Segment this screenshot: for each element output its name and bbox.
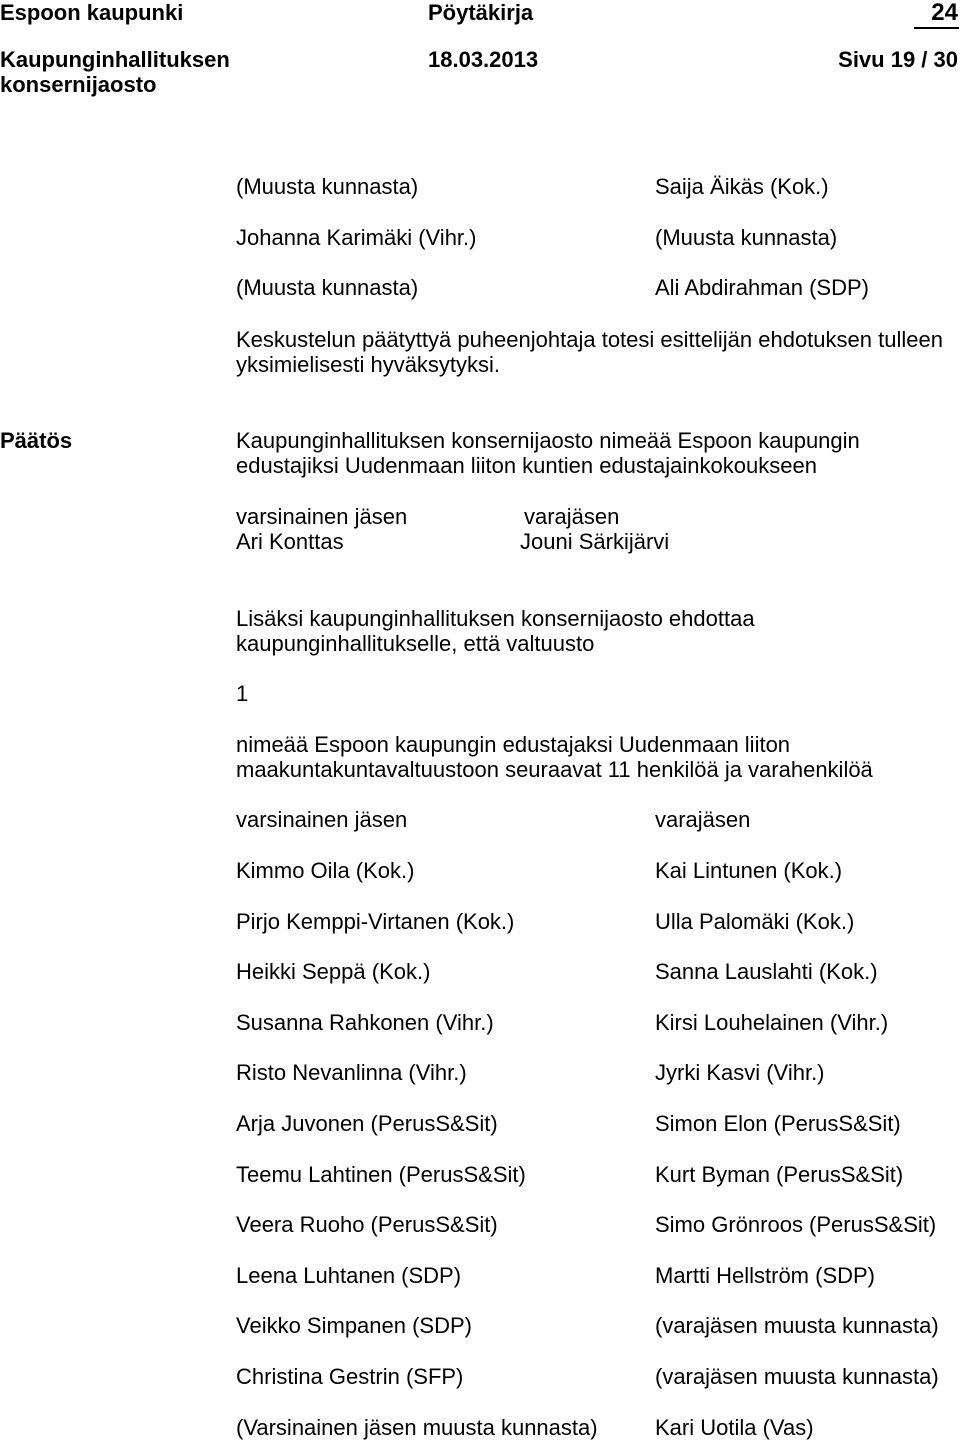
previous-list-row — [0, 275, 960, 300]
deputy-name: (varajäsen muusta kunnasta) — [655, 1364, 939, 1389]
deputy-name: Kurt Byman (PerusS&Sit) — [655, 1161, 904, 1187]
organization-name: Espoon kaupunki — [0, 0, 184, 25]
council-list-row — [0, 1162, 960, 1187]
decision-intro-line: edustajiksi Uudenmaan liiton kuntien edustajainkokoukseen — [236, 453, 817, 479]
council-list-row — [0, 1313, 960, 1338]
member-name: Heikki Seppä (Kok.) — [236, 959, 431, 985]
deputy-name: Saija Äikäs (Kok.) — [655, 174, 829, 199]
committee-name-line-2: konsernijaosto — [0, 72, 157, 97]
member-name: Veikko Simpanen (SDP) — [236, 1313, 472, 1339]
representative-deputy-name: Jouni Särkijärvi — [520, 529, 670, 555]
council-list-row — [0, 1111, 960, 1136]
deputy-name: Ali Abdirahman (SDP) — [655, 275, 869, 301]
deputy-name: Sanna Lauslahti (Kok.) — [655, 959, 878, 985]
proposal-line: kaupunginhallitukselle, että valtuusto — [236, 631, 595, 657]
member-name: Pirjo Kemppi-Virtanen (Kok.) — [236, 908, 515, 934]
council-list-row — [0, 959, 960, 984]
council-deputy-heading: varajäsen — [655, 807, 751, 832]
document-type: Pöytäkirja — [428, 0, 534, 25]
council-member-heading: varsinainen jäsen — [236, 807, 408, 832]
council-list-row — [0, 1212, 960, 1237]
deputy-name: Simo Grönroos (PerusS&Sit) — [655, 1212, 937, 1238]
item-line: nimeää Espoon kaupungin edustajaksi Uudenmaan liiton — [236, 732, 791, 757]
council-list-row — [0, 858, 960, 883]
member-name: Susanna Rahkonen (Vihr.) — [236, 1009, 494, 1035]
member-name: Risto Nevanlinna (Vihr.) — [236, 1060, 467, 1086]
council-list-row — [0, 1010, 960, 1035]
member-name: Teemu Lahtinen (PerusS&Sit) — [236, 1161, 526, 1187]
previous-list-row — [0, 225, 960, 250]
meeting-date: 18.03.2013 — [428, 47, 539, 72]
deputy-name: Ulla Palomäki (Kok.) — [655, 908, 855, 934]
committee-name-line-1: Kaupunginhallituksen — [0, 47, 230, 72]
deputy-name: Jyrki Kasvi (Vihr.) — [655, 1060, 825, 1086]
deputy-name: Kari Uotila (Vas) — [655, 1414, 814, 1440]
member-name: (Varsinainen jäsen muusta kunnasta) — [236, 1414, 598, 1440]
discussion-line: yksimielisesti hyväksytyksi. — [236, 352, 501, 378]
council-list-row — [0, 1060, 960, 1085]
discussion-line: Keskustelun päätyttyä puheenjohtaja totesi esittelijän ehdotuksen tulleen — [236, 327, 943, 352]
member-name: (Muusta kunnasta) — [236, 275, 419, 301]
deputy-name: Kai Lintunen (Kok.) — [655, 858, 843, 883]
representative-deputy-heading: varajäsen — [524, 504, 620, 529]
member-name: Arja Juvonen (PerusS&Sit) — [236, 1111, 498, 1136]
deputy-name: Simon Elon (PerusS&Sit) — [655, 1111, 901, 1136]
member-name: Leena Luhtanen (SDP) — [236, 1262, 462, 1288]
member-name: Christina Gestrin (SFP) — [236, 1364, 464, 1389]
council-list-row — [0, 1415, 960, 1440]
member-name: (Muusta kunnasta) — [236, 174, 419, 199]
deputy-name: (varajäsen muusta kunnasta) — [655, 1313, 939, 1339]
deputy-name: Kirsi Louhelainen (Vihr.) — [655, 1009, 889, 1035]
council-list-row — [0, 909, 960, 934]
previous-list-row — [0, 174, 960, 199]
member-name: Veera Ruoho (PerusS&Sit) — [236, 1212, 498, 1238]
council-list-row — [0, 1263, 960, 1288]
section-number-underline — [914, 27, 959, 29]
council-list-row — [0, 1364, 960, 1389]
deputy-name: Martti Hellström (SDP) — [655, 1262, 876, 1288]
member-name: Kimmo Oila (Kok.) — [236, 858, 415, 883]
item-number: 1 — [236, 681, 249, 706]
section-number: 24 — [931, 0, 958, 26]
proposal-line: Lisäksi kaupunginhallituksen konsernijaosto ehdottaa — [236, 606, 755, 631]
decision-intro-line: Kaupunginhallituksen konsernijaosto nimeää Espoon kaupungin — [236, 428, 860, 453]
deputy-name: (Muusta kunnasta) — [655, 224, 838, 250]
representative-member-name: Ari Konttas — [236, 529, 344, 555]
member-name: Johanna Karimäki (Vihr.) — [236, 224, 477, 250]
item-line: maakuntakuntavaltuustoon seuraavat 11 henkilöä ja varahenkilöä — [236, 757, 873, 783]
decision-label: Päätös — [0, 428, 73, 453]
representative-member-heading: varsinainen jäsen — [236, 504, 408, 529]
page-number: Sivu 19 / 30 — [838, 47, 958, 72]
